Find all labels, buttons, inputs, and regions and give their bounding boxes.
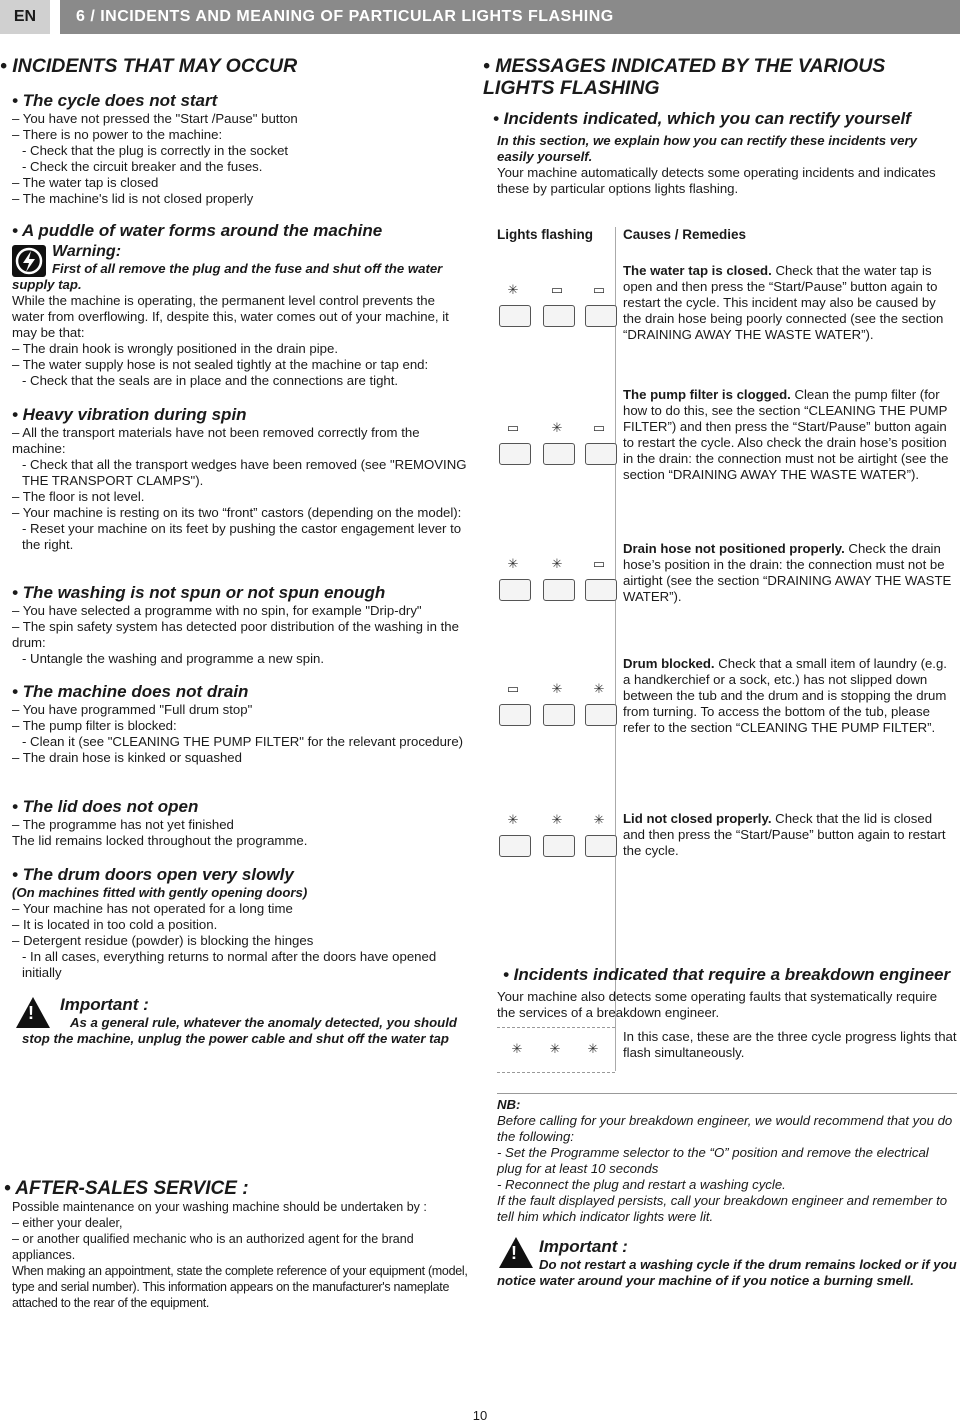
text-line: – The spin safety system has detected poor distribution of the washing in the drum: xyxy=(12,619,459,650)
incident-row xyxy=(497,263,957,383)
warning-text: First of all remove the plug and the fuse and shut off the water supply tap. xyxy=(12,261,443,292)
drain-title: • The machine does not drain xyxy=(12,682,249,701)
cause-remedy: Check that the lid is closed and then press the “Start/Pause” button again to restart the cycle. xyxy=(623,811,946,858)
text-line: Possible maintenance on your washing machine should be undertaken by : xyxy=(12,1200,427,1214)
option-button xyxy=(499,835,531,857)
text-line: - Clean it (see "CLEANING THE PUMP FILTER" for the relevant procedure) xyxy=(22,734,464,749)
cause-title: Drum blocked. xyxy=(623,656,715,671)
lid-title: • The lid does not open xyxy=(12,797,199,816)
option-button xyxy=(543,579,575,601)
text-line: – The drain hook is wrongly positioned in the drain pipe. xyxy=(12,341,338,356)
text-line: - Untangle the washing and programme a new spin. xyxy=(22,651,325,666)
flashing-light-icon: ✳ xyxy=(551,681,563,696)
text-line: – All the transport materials have not been removed correctly from the machine: xyxy=(12,425,420,456)
light-off-icon: ▭ xyxy=(592,282,606,297)
option-button xyxy=(499,704,531,726)
col-lights-header: Lights flashing xyxy=(497,227,593,242)
option-button xyxy=(585,443,617,465)
option-button xyxy=(585,305,617,327)
text-line: – It is located in too cold a position. xyxy=(12,917,218,932)
incident-row xyxy=(497,387,957,537)
option-button xyxy=(499,579,531,601)
important-note xyxy=(12,995,470,1047)
important-title: Important : xyxy=(539,1237,628,1256)
puddle-title: • A puddle of water forms around the machine xyxy=(12,221,383,240)
text-line: While the machine is operating, the permanent level control prevents the water from overflowing. If, despite this, water comes out of your machine, it may be that: xyxy=(12,293,449,340)
option-button xyxy=(543,835,575,857)
electric-warning-icon xyxy=(12,245,46,277)
cycle-title: • The cycle does not start xyxy=(12,91,218,110)
exclamation-glyph: ! xyxy=(28,1003,34,1023)
light-off-icon: ▭ xyxy=(592,420,606,435)
cause-text xyxy=(623,263,957,343)
spin-section xyxy=(12,583,470,667)
option-button xyxy=(585,835,617,857)
engineer-intro: Your machine also detects some operating faults that systematically require the services of a breakdown engineer. xyxy=(497,989,938,1020)
light-off-icon: ▭ xyxy=(506,420,520,435)
flashing-light-icon: ✳ xyxy=(551,420,563,435)
text-line: – The pump filter is blocked: xyxy=(12,718,177,733)
incident-row xyxy=(497,811,957,901)
text-line: – Detergent residue (powder) is blocking the hinges xyxy=(12,933,314,948)
cause-title: The pump filter is clogged. xyxy=(623,387,791,402)
page-number: 10 xyxy=(472,1408,488,1423)
option-button xyxy=(585,579,617,601)
engineer-subtitle: • Incidents indicated that require a breakdown engineer xyxy=(503,965,951,984)
nb-section xyxy=(497,1097,957,1225)
incident-row xyxy=(497,656,957,796)
text-line: – Your machine has not operated for a long time xyxy=(12,901,293,916)
flashing-light-icon: ✳ xyxy=(511,1041,523,1056)
cause-remedy: Check that a small item of laundry (e.g. a handkerchief or a sock, etc.) has not slipped down between the tub and the drum and is stopping the drum from turning. To access the bottom of the tub, please refer to the section “CLEANING THE PUMP FILTER”. xyxy=(623,656,947,735)
engineer-section xyxy=(497,965,957,1077)
important-text: Do not restart a washing cycle if the drum remains locked or if you notice water around your machine of if you notice a burning smell. xyxy=(497,1257,957,1288)
incident-row xyxy=(497,541,957,651)
text-line: – There is no power to the machine: xyxy=(12,127,223,142)
text-line: – Your machine is resting on its two “front” castors (depending on the model): xyxy=(12,505,462,520)
exclamation-glyph: ! xyxy=(511,1243,517,1263)
warning-title: Warning: xyxy=(52,243,122,260)
light-off-icon: ▭ xyxy=(550,282,564,297)
important-title: Important : xyxy=(60,995,149,1014)
text-line: – either your dealer, xyxy=(12,1216,123,1230)
doors-subtitle: (On machines fitted with gently opening doors) xyxy=(12,885,308,900)
text-line: – The water tap is closed xyxy=(12,175,159,190)
aftersales-title: • AFTER-SALES SERVICE : xyxy=(4,1178,249,1199)
col-causes-header: Causes / Remedies xyxy=(623,227,747,242)
engineer-note: In this case, these are the three cycle progress lights that flash simultaneously. xyxy=(623,1029,957,1060)
spin-title: • The washing is not spun or not spun enough xyxy=(12,583,386,602)
cause-remedy: Check that the water tap is open and then press the “Start/Pause” button again to restart the cycle. This incident may also be caused by the drain hose being poorly connected (see the section “DRAINING AWAY THE WASTE WATER”). xyxy=(623,263,944,342)
puddle-section xyxy=(12,221,470,389)
rectify-intro-bold: In this section, we explain how you can rectify these incidents very easily yourself. xyxy=(497,133,917,164)
rectify-intro: Your machine automatically detects some operating incidents and indicates these by particular options lights flashing. xyxy=(497,165,936,196)
option-button xyxy=(585,704,617,726)
cause-text xyxy=(623,811,957,859)
text-line: – You have selected a programme with no spin, for example "Drip-dry" xyxy=(12,603,422,618)
nb-title: NB: xyxy=(497,1097,521,1112)
text-line: – You have not pressed the "Start /Pause" button xyxy=(12,111,298,126)
vibration-section xyxy=(12,405,470,553)
text-line: – The water supply hose is not sealed tightly at the machine or tap end: xyxy=(12,357,429,372)
flashing-light-icon: ✳ xyxy=(551,556,563,571)
text-line: When making an appointment, state the complete reference of your equipment (model, type and serial number). This information appears on the manufacturer's nameplate attached to the rear of the equipment. xyxy=(12,1264,468,1310)
cause-text xyxy=(623,656,957,736)
engineer-lights-row xyxy=(497,1027,957,1077)
text-line: - Check that the seals are in place and the connections are tight. xyxy=(22,373,399,388)
page-header xyxy=(0,0,960,34)
nb-line: If the fault displayed persists, call your breakdown engineer and remember to tell him which indicator lights were lit. xyxy=(497,1193,948,1224)
nb-line: - Set the Programme selector to the “O” position and remove the electrical plug for at least 10 seconds xyxy=(497,1145,929,1176)
flashing-light-icon: ✳ xyxy=(593,681,605,696)
text-line: – or another qualified mechanic who is an authorized agent for the brand appliances. xyxy=(12,1232,414,1262)
light-off-icon: ▭ xyxy=(592,556,606,571)
text-line: – The programme has not yet finished xyxy=(12,817,234,832)
divider xyxy=(615,1027,616,1071)
flashing-light-icon: ✳ xyxy=(507,282,519,297)
text-line: - Check that the plug is correctly in the socket xyxy=(22,143,289,158)
incidents-heading: • INCIDENTS THAT MAY OCCUR xyxy=(0,55,298,77)
option-button xyxy=(543,305,575,327)
drain-section xyxy=(12,682,470,766)
doors-title: • The drum doors open very slowly xyxy=(12,865,294,884)
important-note-right xyxy=(497,1237,957,1289)
option-button xyxy=(543,443,575,465)
important-text: As a general rule, whatever the anomaly detected, you should stop the machine, unplug the power cable and shut off the water tap xyxy=(22,1015,457,1046)
flashing-light-icon: ✳ xyxy=(587,1041,599,1056)
text-line: – The drain hose is kinked or squashed xyxy=(12,750,242,765)
nb-line: - Reconnect the plug and restart a washing cycle. xyxy=(497,1177,786,1192)
cause-title: The water tap is closed. xyxy=(623,263,772,278)
cause-text xyxy=(623,387,957,483)
text-line: – The floor is not level. xyxy=(12,489,145,504)
flashing-light-icon: ✳ xyxy=(593,812,605,827)
option-button xyxy=(499,443,531,465)
flashing-light-icon: ✳ xyxy=(549,1041,561,1056)
text-line: - In all cases, everything returns to normal after the doors have opened initially xyxy=(22,949,437,980)
right-column xyxy=(483,55,957,1288)
cause-remedy: Check the drain hose’s position in the drain: the connection must not be airtight (see the section “DRAINING AWAY THE WASTE WATER”). xyxy=(623,541,952,604)
flashing-light-icon: ✳ xyxy=(551,812,563,827)
lid-section xyxy=(12,797,470,849)
nb-line: Before calling for your breakdown engineer, we would recommend that you do the following: xyxy=(497,1113,953,1144)
cause-remedy: Clean the pump filter (for how to do this, see the section “CLEANING THE PUMP FILTER”) and then press the “Start/Pause” button again to restart the cycle. Also check the drain hose’s position in the drain: the connection must not be airtight (see the section “DRAINING AWAY THE WASTE WATER”). xyxy=(623,387,949,482)
text-line: - Check that all the transport wedges have been removed (see "REMOVING THE TRANSPORT CLAMPS"). xyxy=(22,457,467,488)
text-line: - Check the circuit breaker and the fuses. xyxy=(22,159,263,174)
rectify-subtitle: • Incidents indicated, which you can rectify yourself xyxy=(493,109,911,128)
light-off-icon: ▭ xyxy=(506,681,520,696)
cycle-section xyxy=(12,91,470,207)
vibration-title: • Heavy vibration during spin xyxy=(12,405,247,424)
text-line: The lid remains locked throughout the programme. xyxy=(12,833,308,848)
flashing-light-icon: ✳ xyxy=(507,812,519,827)
lights-box xyxy=(497,1027,615,1073)
left-column xyxy=(0,55,470,1310)
cause-title: Drain hose not positioned properly. xyxy=(623,541,845,556)
aftersales-section xyxy=(4,1178,470,1311)
flashing-light-icon: ✳ xyxy=(507,556,519,571)
doors-section xyxy=(12,865,470,981)
messages-heading: • MESSAGES INDICATED BY THE VARIOUS LIGHTS FLASHING xyxy=(483,55,886,99)
divider xyxy=(497,1093,957,1094)
option-button xyxy=(499,305,531,327)
cause-text xyxy=(623,541,957,605)
text-line: – The machine's lid is not closed properly xyxy=(12,191,254,206)
language-tab: EN xyxy=(0,0,50,34)
section-title: 6 / INCIDENTS AND MEANING OF PARTICULAR LIGHTS FLASHING xyxy=(60,0,960,34)
text-line: – You have programmed "Full drum stop" xyxy=(12,702,253,717)
text-line: - Reset your machine on its feet by pushing the castor engagement lever to the right. xyxy=(22,521,462,552)
cause-title: Lid not closed properly. xyxy=(623,811,772,826)
option-button xyxy=(543,704,575,726)
